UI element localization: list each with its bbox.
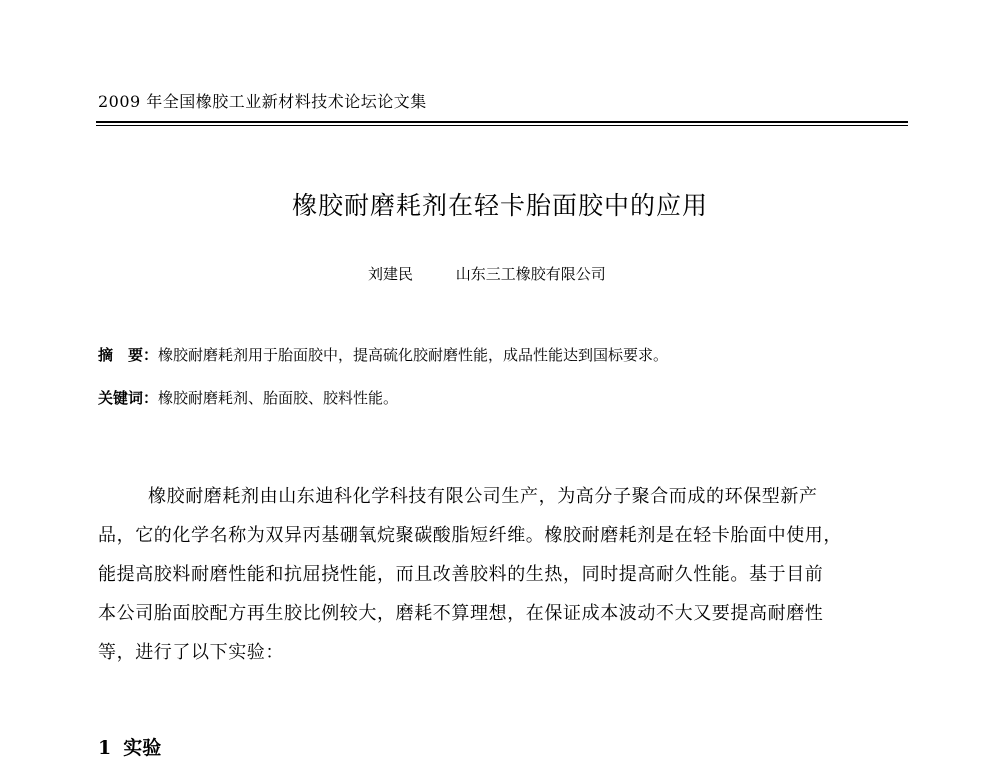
section-heading [98,736,161,760]
header-rule [96,121,908,123]
body-line: 能提高胶料耐磨性能和抗屈挠性能，而且改善胶料的生热，同时提高耐久性能。基于目前 [98,564,824,585]
section-title: 实验 [123,737,162,759]
section-number: 1 [98,737,112,759]
body-line: 本公司胎面胶配方再生胶比例较大，磨耗不算理想，在保证成本波动不大又要提高耐磨性 [98,603,824,624]
paper-title: 橡胶耐磨耗剂在轻卡胎面胶中的应用 [291,191,708,220]
abstract [98,345,668,365]
keywords [98,388,398,408]
keywords-text: 橡胶耐磨耗剂、胎面胶、胶料性能。 [158,389,399,407]
byline [368,264,606,284]
author-name: 刘建民 [368,265,414,283]
header-rule-thin [96,125,908,126]
body-paragraph [98,483,910,678]
body-line: 品，它的化学名称为双异丙基硼氧烷聚碳酸脂短纤维。橡胶耐磨耗剂是在轻卡胎面中使用， [98,525,842,546]
author-affiliation: 山东三工橡胶有限公司 [455,265,606,283]
body-line: 橡胶耐磨耗剂由山东迪科化学科技有限公司生产，为高分子聚合而成的环保型新产 [148,486,818,507]
body-line: 等，进行了以下实验： [98,642,284,663]
abstract-text: 橡胶耐磨耗剂用于胎面胶中，提高硫化胶耐磨性能，成品性能达到国标要求。 [158,346,669,364]
running-header: 2009 年全国橡胶工业新材料技术论坛论文集 [98,92,427,111]
abstract-label: 摘 要： [98,346,159,364]
keywords-label: 关键词： [98,389,159,407]
